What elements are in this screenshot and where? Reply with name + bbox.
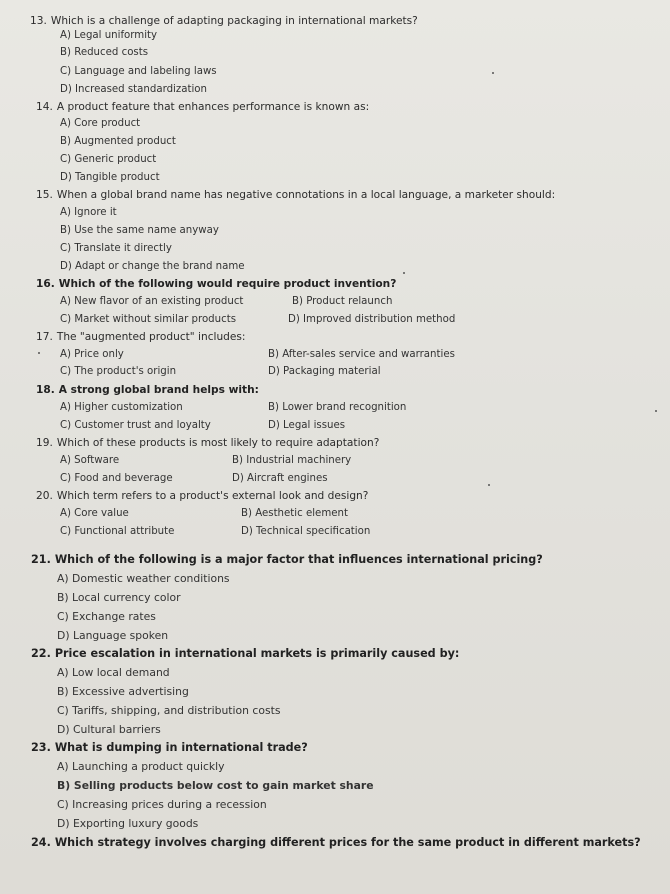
option: A) Higher customization (60, 402, 183, 413)
option: B) Product relaunch (292, 296, 393, 307)
option: C) Functional attribute (60, 526, 175, 537)
option: C) Exchange rates (57, 610, 156, 623)
option: A) Low local demand (57, 666, 170, 679)
question-14: 14. A product feature that enhances performance is known as: (36, 101, 370, 113)
option: D) Language spoken (57, 629, 169, 642)
question-21: 21. Which of the following is a major factor that influences international pricing? (31, 553, 543, 566)
question-22: 22. Price escalation in international markets is primarily caused by: (31, 647, 460, 660)
question-15: 15. When a global brand name has negative connotations in a local language, a marketer should: (36, 189, 556, 201)
option: B) Lower brand recognition (268, 402, 407, 413)
option: B) Industrial machinery (232, 455, 352, 466)
option: D) Aircraft engines (232, 473, 328, 484)
paper-speck (38, 352, 40, 354)
option: C) Language and labeling laws (60, 66, 217, 77)
paper-speck (655, 410, 657, 412)
option: D) Legal issues (268, 420, 346, 431)
option: A) New flavor of an existing product (60, 296, 244, 307)
option: C) Increasing prices during a recession (57, 798, 267, 811)
option: B) Aesthetic element (241, 508, 348, 519)
option: A) Launching a product quickly (57, 760, 225, 773)
paper-speck (403, 272, 405, 274)
option: D) Adapt or change the brand name (60, 261, 245, 272)
question-16: 16. Which of the following would require product invention? (36, 278, 397, 290)
option: D) Tangible product (60, 172, 160, 183)
option: D) Packaging material (268, 366, 381, 377)
option: C) The product's origin (60, 366, 177, 377)
question-24: 24. Which strategy involves charging different prices for the same product in different markets? (31, 836, 641, 849)
option: D) Improved distribution method (288, 314, 456, 325)
question-13: 13. Which is a challenge of adapting packaging in international markets? (30, 15, 418, 27)
option: A) Price only (60, 349, 124, 360)
option: A) Software (60, 455, 120, 466)
option: A) Core value (60, 508, 129, 519)
option: D) Increased standardization (60, 84, 207, 95)
option: B) After-sales service and warranties (268, 349, 455, 360)
paper-speck (492, 72, 494, 74)
question-20: 20. Which term refers to a product's external look and design? (36, 490, 369, 502)
paper-speck (488, 484, 490, 486)
option: B) Local currency color (57, 591, 181, 604)
option: B) Reduced costs (60, 47, 149, 58)
option: C) Food and beverage (60, 473, 173, 484)
option: D) Exporting luxury goods (57, 817, 199, 830)
option: A) Legal uniformity (60, 30, 158, 41)
option: C) Customer trust and loyalty (60, 420, 211, 431)
option: D) Cultural barriers (57, 723, 161, 736)
option: A) Ignore it (60, 207, 117, 218)
option: B) Selling products below cost to gain market share (57, 779, 374, 792)
question-23: 23. What is dumping in international trade? (31, 741, 308, 754)
option: C) Generic product (60, 154, 157, 165)
option: C) Market without similar products (60, 314, 237, 325)
option: C) Tariffs, shipping, and distribution costs (57, 704, 281, 717)
option: B) Use the same name anyway (60, 225, 219, 236)
option: D) Technical specification (241, 526, 371, 537)
option: A) Core product (60, 118, 141, 129)
question-19: 19. Which of these products is most likely to require adaptation? (36, 437, 380, 449)
question-17: 17. The "augmented product" includes: (36, 331, 246, 343)
option: B) Augmented product (60, 136, 176, 147)
option: B) Excessive advertising (57, 685, 189, 698)
option: C) Translate it directly (60, 243, 172, 254)
question-18: 18. A strong global brand helps with: (36, 384, 259, 396)
option: A) Domestic weather conditions (57, 572, 230, 585)
